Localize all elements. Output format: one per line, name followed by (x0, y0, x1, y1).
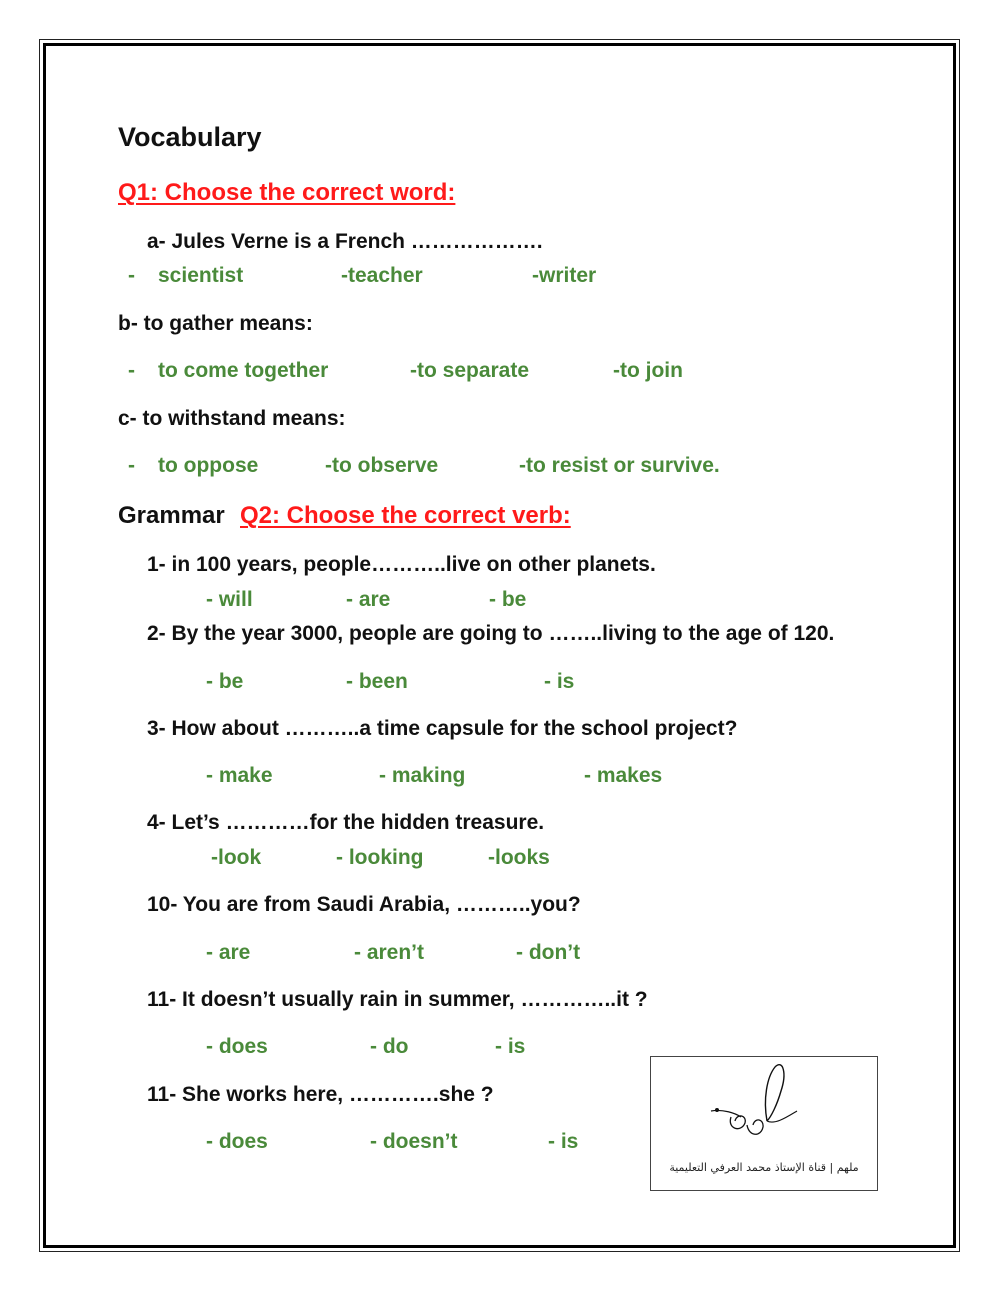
grammar-option[interactable]: - been (346, 670, 408, 693)
grammar-heading: Grammar (118, 502, 225, 529)
grammar-question: 4- Let’s …………for the hidden treasure. (147, 811, 545, 834)
grammar-question: 10- You are from Saudi Arabia, ………..you? (147, 893, 581, 916)
grammar-option[interactable]: -look (211, 846, 262, 869)
logo-caption: ملهم | قناة الإستاذ محمد العرفي التعليمية (669, 1161, 859, 1174)
grammar-question: 2- By the year 3000, people are going to ……..living to the age of 120. (147, 622, 835, 645)
grammar-option[interactable]: - aren’t (354, 941, 425, 964)
vocab-question-b: b- to gather means: (118, 312, 313, 335)
grammar-option[interactable]: - is (544, 670, 575, 693)
vocab-option-dash: - (128, 264, 135, 287)
channel-logo (650, 1056, 878, 1191)
grammar-option[interactable]: - don’t (516, 941, 581, 964)
grammar-question: 11- It doesn’t usually rain in summer, …………..it ? (147, 988, 648, 1011)
vocab-option[interactable]: -teacher (341, 264, 423, 287)
grammar-option[interactable]: - will (206, 588, 253, 611)
grammar-option[interactable]: - is (495, 1035, 526, 1058)
grammar-option[interactable]: - making (379, 764, 466, 787)
grammar-question: 3- How about ………..a time capsule for the school project? (147, 717, 738, 740)
vocab-option-dash: - (128, 359, 135, 382)
grammar-option[interactable]: - does (206, 1035, 268, 1058)
q2-title: Q2: Choose the correct verb: (240, 502, 571, 529)
grammar-option[interactable]: - is (548, 1130, 579, 1153)
grammar-option[interactable]: - be (206, 670, 244, 693)
vocab-option[interactable]: -to separate (410, 359, 530, 382)
vocabulary-heading: Vocabulary (118, 122, 262, 152)
grammar-option[interactable]: -looks (488, 846, 550, 869)
grammar-question: 11- She works here, ………….she ? (147, 1083, 494, 1106)
vocab-option-dash: - (128, 454, 135, 477)
grammar-option[interactable]: - looking (336, 846, 424, 869)
vocab-question-a: a- Jules Verne is a French ………………. (147, 230, 543, 253)
vocab-option[interactable]: -to resist or survive. (519, 454, 720, 477)
vocab-question-c: c- to withstand means: (118, 407, 346, 430)
vocab-option[interactable]: -to join (613, 359, 683, 382)
vocab-option[interactable]: -writer (532, 264, 597, 287)
grammar-option[interactable]: - doesn’t (370, 1130, 458, 1153)
grammar-option[interactable]: - does (206, 1130, 268, 1153)
grammar-option[interactable]: - do (370, 1035, 409, 1058)
signature-icon (701, 1059, 829, 1159)
vocab-option[interactable]: to come together (158, 359, 329, 382)
vocab-option[interactable]: scientist (158, 264, 244, 287)
grammar-option[interactable]: - are (206, 941, 251, 964)
grammar-option[interactable]: - be (489, 588, 527, 611)
grammar-option[interactable]: - make (206, 764, 273, 787)
grammar-option[interactable]: - makes (584, 764, 663, 787)
grammar-question: 1- in 100 years, people………..live on other planets. (147, 553, 656, 576)
vocab-option[interactable]: -to observe (325, 454, 439, 477)
grammar-option[interactable]: - are (346, 588, 391, 611)
vocab-option[interactable]: to oppose (158, 454, 259, 477)
q1-title: Q1: Choose the correct word: (118, 179, 456, 206)
